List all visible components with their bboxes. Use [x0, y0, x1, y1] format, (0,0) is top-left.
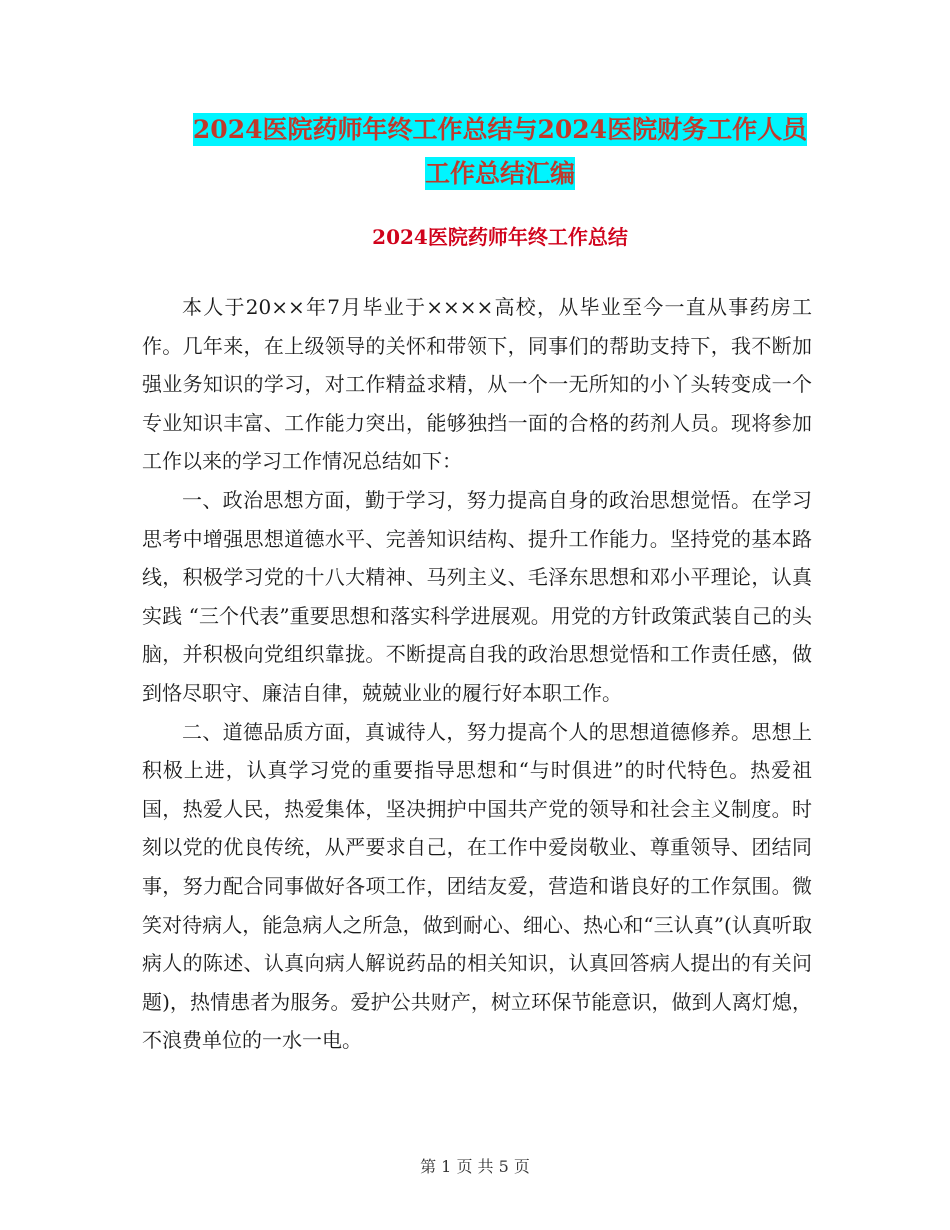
- paragraph-political: 一、政治思想方面，勤于学习，努力提高自身的政治思想觉悟。在学习思考中增强思想道德水平、完善知识结构、提升工作能力。坚持党的基本路线，积极学习党的十八大精神、马列主义、毛泽东思想和邓小平理论，认真实践 “三个代表”重要思想和落实科学进展观。用党的方针政策武装自己的头脑，并积极向党组织靠拢。不断提高自我的政治思想觉悟和工作责任感，做到恪尽职守、廉洁自律，兢兢业业的履行好本职工作。: [142, 487, 812, 705]
- document-body: [142, 288, 812, 1060]
- document-title-line2: 工作总结汇编: [424, 159, 575, 188]
- document-title-line1: 2024医院药师年终工作总结与2024医院财务工作人员: [192, 115, 808, 144]
- document-title: [100, 108, 900, 196]
- page-footer: 第 1 页 共 5 页: [420, 1157, 530, 1176]
- paragraph-moral: 二、道德品质方面，真诚待人，努力提高个人的思想道德修养。思想上积极上进，认真学习党的重要指导思想和“与时俱进”的时代特色。热爱祖国，热爱人民，热爱集体，坚决拥护中国共产党的领导和社会主义制度。时刻以党的优良传统，从严要求自己，在工作中爱岗敬业、尊重领导、团结同事，努力配合同事做好各项工作，团结友爱，营造和谐良好的工作氛围。微笑对待病人，能急病人之所急，做到耐心、细心、热心和“三认真”(认真听取病人的陈述、认真向病人解说药品的相关知识，认真回答病人提出的有关问题)，热情患者为服务。爱护公共财产，树立环保节能意识，做到人离灯熄，不浪费单位的一水一电。: [142, 719, 812, 1053]
- section-title: 2024医院药师年终工作总结: [372, 225, 628, 249]
- paragraph-intro: 本人于20××年7月毕业于××××高校，从毕业至今一直从事药房工作。几年来，在上级领导的关怀和带领下，同事们的帮助支持下，我不断加强业务知识的学习，对工作精益求精，从一个一无所知的小丫头转变成一个专业知识丰富、工作能力突出，能够独挡一面的合格的药剂人员。现将参加工作以来的学习工作情况总结如下：: [142, 295, 812, 474]
